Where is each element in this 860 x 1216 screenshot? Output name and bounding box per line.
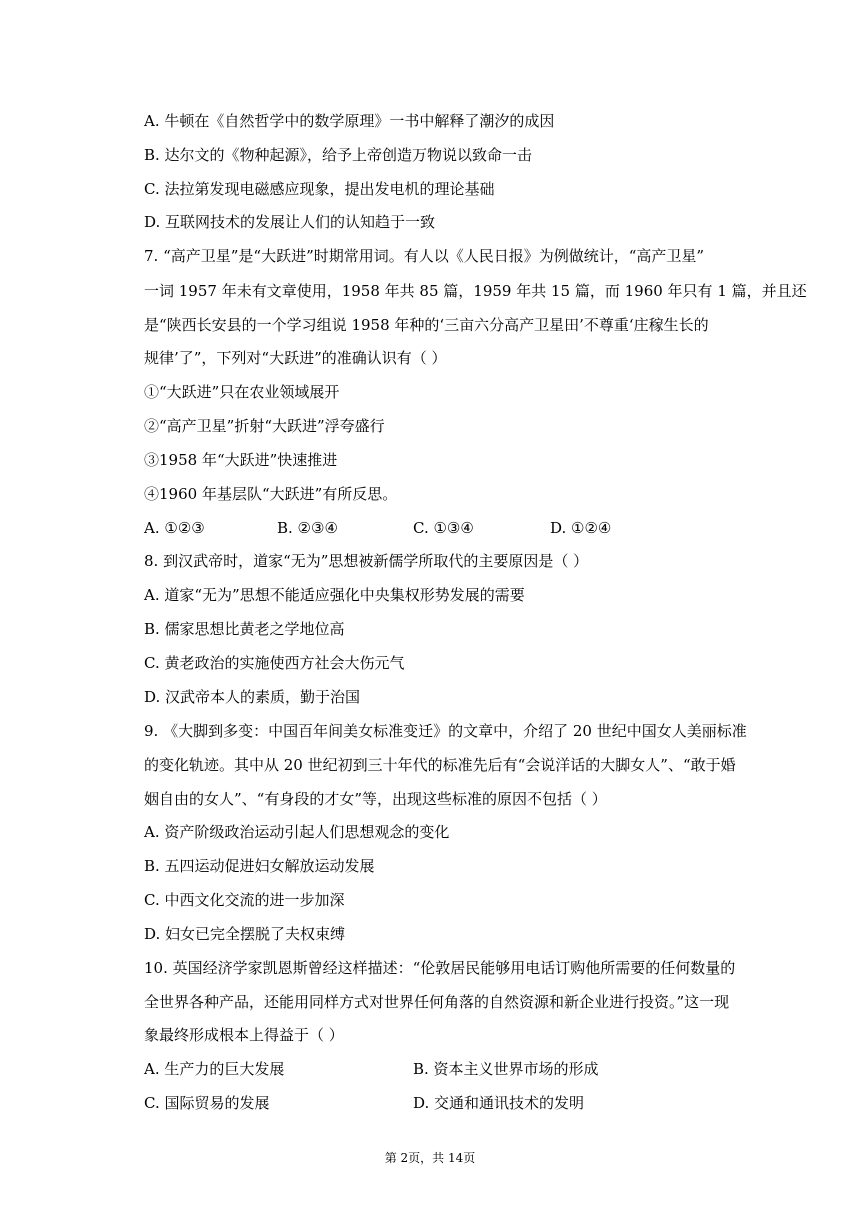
q10-stem-line-2: 全世界各种产品，还能用同样方式对世界任何角落的自然资源和新企业进行投资。”这一现: [144, 993, 730, 1011]
q6-option-c: C. 法拉第发现电磁感应现象，提出发电机的理论基础: [144, 180, 495, 198]
q7-stem-line-1: 7. “高产卫星”是“大跃进”时期常用词。有人以《人民日报》为例做统计，“高产卫星”: [144, 247, 705, 265]
q7-stem-line-4: 规律’了”，下列对“大跃进”的准确认识有（ ）: [144, 349, 447, 367]
q6-option-a: A. 牛顿在《自然哲学中的数学原理》一书中解释了潮汐的成因: [144, 112, 555, 130]
q6-option-b: B. 达尔文的《物种起源》，给予上帝创造万物说以致命一击: [144, 146, 533, 164]
q9-option-b: B. 五四运动促进妇女解放运动发展: [144, 857, 375, 875]
q7-option-a: A. ①②③: [144, 519, 205, 537]
q7-option-d: D. ①②④: [550, 519, 612, 537]
q10-option-c: C. 国际贸易的发展: [144, 1094, 270, 1112]
q10-option-b: B. 资本主义世界市场的形成: [413, 1060, 599, 1078]
q7-statement-2: ②“高产卫星”折射“大跃进”浮夸盛行: [144, 417, 385, 435]
q7-stem-line-3: 是“陕西长安县的一个学习组说 1958 年种的‘三亩六分高产卫星田’不尊重‘庄稼生长的: [144, 316, 709, 334]
q7-statement-1: ①“大跃进”只在农业领域展开: [144, 383, 340, 401]
q8-stem: 8. 到汉武帝时，道家“无为”思想被新儒学所取代的主要原因是（ ）: [144, 552, 589, 570]
q7-option-b: B. ②③④: [277, 519, 338, 537]
q9-stem-line-2: 的变化轨迹。其中从 20 世纪初到三十年代的标准先后有“会说洋话的大脚女人”、“敢于婚: [144, 756, 736, 774]
q7-option-c: C. ①③④: [413, 519, 474, 537]
q8-option-c: C. 黄老政治的实施使西方社会大伤元气: [144, 654, 405, 672]
q7-stem-line-2: 一词 1957 年未有文章使用，1958 年共 85 篇，1959 年共 15 篇，而 1960 年只有 1 篇，并且还: [144, 282, 807, 300]
q7-statement-3: ③1958 年“大跃进”快速推进: [144, 451, 338, 469]
q10-option-d: D. 交通和通讯技术的发明: [413, 1094, 585, 1112]
q8-option-d: D. 汉武帝本人的素质，勤于治国: [144, 688, 361, 706]
q7-statement-4: ④1960 年基层队“大跃进”有所反思。: [144, 485, 398, 503]
q9-stem-line-1: 9. 《大脚到多变：中国百年间美女标准变迁》的文章中，介绍了 20 世纪中国女人美丽标准: [144, 722, 747, 740]
q10-stem-line-1: 10. 英国经济学家凯恩斯曾经这样描述：“伦敦居民能够用电话订购他所需要的任何数量的: [144, 959, 736, 977]
q8-option-b: B. 儒家思想比黄老之学地位高: [144, 620, 345, 638]
q9-stem-line-3: 姻自由的女人”、“有身段的才女”等，出现这些标准的原因不包括（ ）: [144, 790, 607, 808]
q6-option-d: D. 互联网技术的发展让人们的认知趋于一致: [144, 213, 436, 231]
q9-option-a: A. 资产阶级政治运动引起人们思想观念的变化: [144, 823, 450, 841]
q9-option-d: D. 妇女已完全摆脱了夫权束缚: [144, 925, 346, 943]
q10-option-a: A. 生产力的巨大发展: [144, 1060, 285, 1078]
q9-option-c: C. 中西文化交流的进一步加深: [144, 891, 345, 909]
q10-stem-line-3: 象最终形成根本上得益于（ ）: [144, 1026, 344, 1044]
q8-option-a: A. 道家“无为”思想不能适应强化中央集权形势发展的需要: [144, 586, 525, 604]
page-number-footer: 第 2页，共 14页: [384, 1151, 476, 1165]
